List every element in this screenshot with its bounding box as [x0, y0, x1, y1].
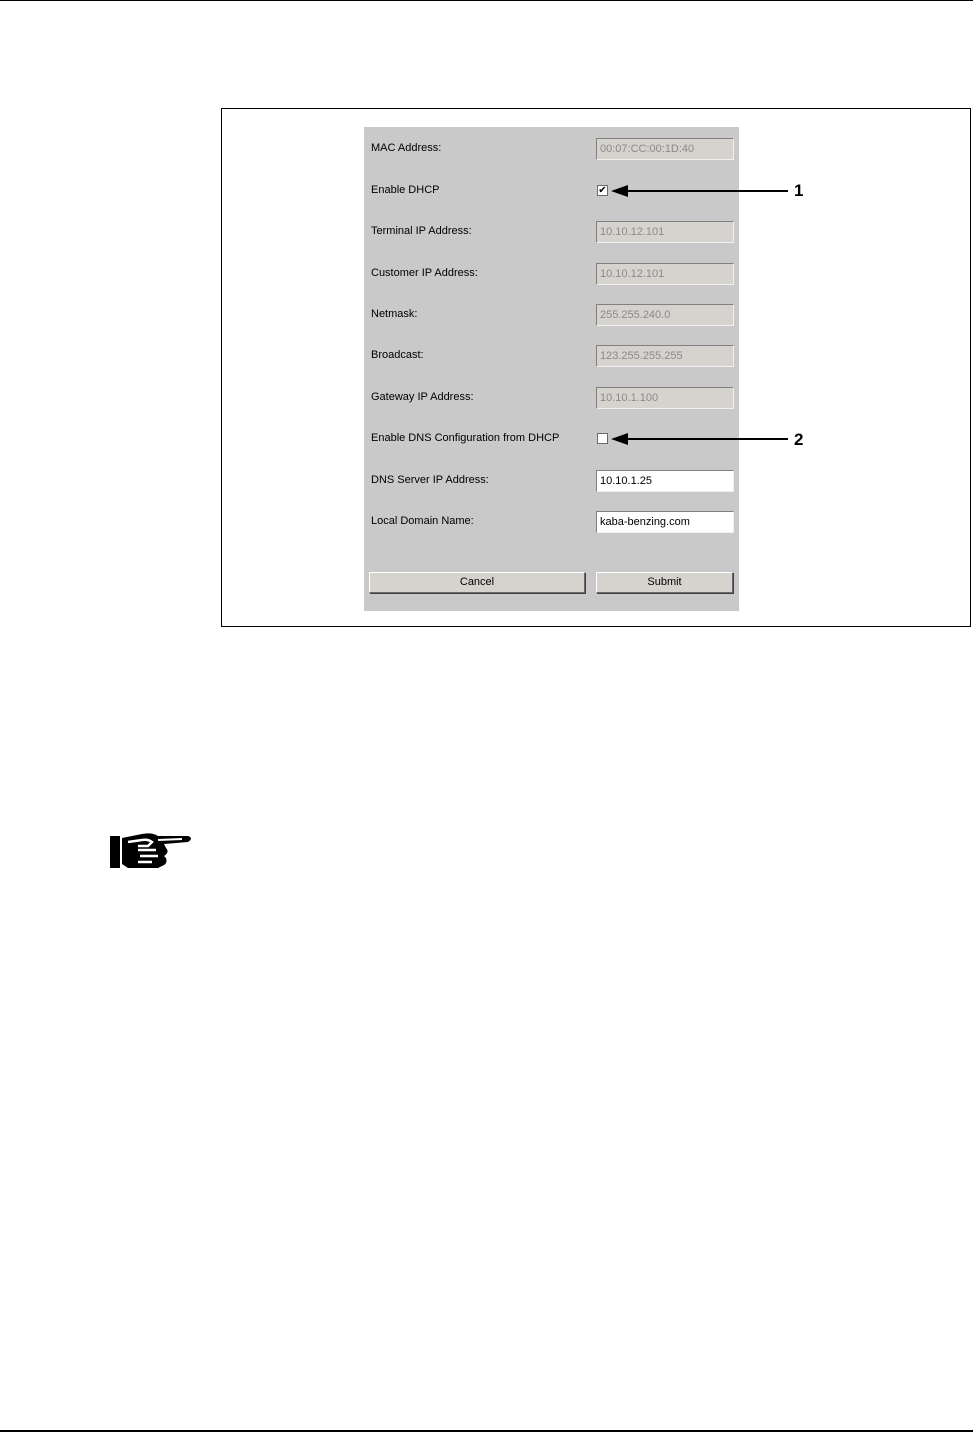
- customer-ip-row: [364, 263, 739, 285]
- bottom-rule: [0, 1430, 973, 1432]
- terminal-ip-label: Terminal IP Address:: [371, 225, 472, 237]
- dns-server-field[interactable]: 10.10.1.25: [596, 470, 734, 492]
- netmask-label: Netmask:: [371, 308, 418, 320]
- enable-dhcp-label: Enable DHCP: [371, 184, 440, 196]
- enable-dhcp-checkbox[interactable]: ✔: [598, 185, 607, 196]
- customer-ip-label: Customer IP Address:: [371, 267, 478, 279]
- network-settings-form: [364, 127, 739, 611]
- local-domain-field[interactable]: kaba-benzing.com: [596, 511, 734, 533]
- callout-number-1: 1: [794, 181, 804, 200]
- top-rule: [0, 0, 973, 1]
- cancel-button[interactable]: Cancel: [369, 572, 585, 593]
- gateway-ip-row: [364, 387, 739, 409]
- broadcast-label: Broadcast:: [371, 349, 424, 361]
- enable-dns-checkbox[interactable]: [597, 433, 608, 444]
- enable-dns-label: Enable DNS Configuration from DHCP: [371, 432, 560, 444]
- enable-dns-row: [364, 428, 739, 450]
- terminal-ip-field[interactable]: 10.10.12.101: [596, 221, 734, 243]
- gateway-ip-field[interactable]: 10.10.1.100: [596, 387, 734, 409]
- dns-server-label: DNS Server IP Address:: [371, 474, 489, 486]
- submit-button[interactable]: Submit: [596, 572, 733, 593]
- callout-number-2: 2: [794, 430, 804, 449]
- gateway-ip-label: Gateway IP Address:: [371, 391, 474, 403]
- local-domain-label: Local Domain Name:: [371, 515, 474, 527]
- mac-address-label: MAC Address:: [371, 142, 442, 154]
- netmask-field[interactable]: 255.255.240.0: [596, 304, 734, 326]
- mac-address-field[interactable]: 00:07:CC:00:1D:40: [596, 138, 734, 160]
- broadcast-row: [364, 345, 739, 367]
- netmask-row: [364, 304, 739, 326]
- mac-address-row: [364, 138, 739, 160]
- local-domain-row: [364, 511, 739, 533]
- terminal-ip-row: [364, 221, 739, 243]
- pointing-hand-icon: [108, 828, 194, 872]
- enable-dhcp-row: [364, 180, 739, 202]
- broadcast-field[interactable]: 123.255.255.255: [596, 345, 734, 367]
- dns-server-row: [364, 470, 739, 492]
- customer-ip-field[interactable]: 10.10.12.101: [596, 263, 734, 285]
